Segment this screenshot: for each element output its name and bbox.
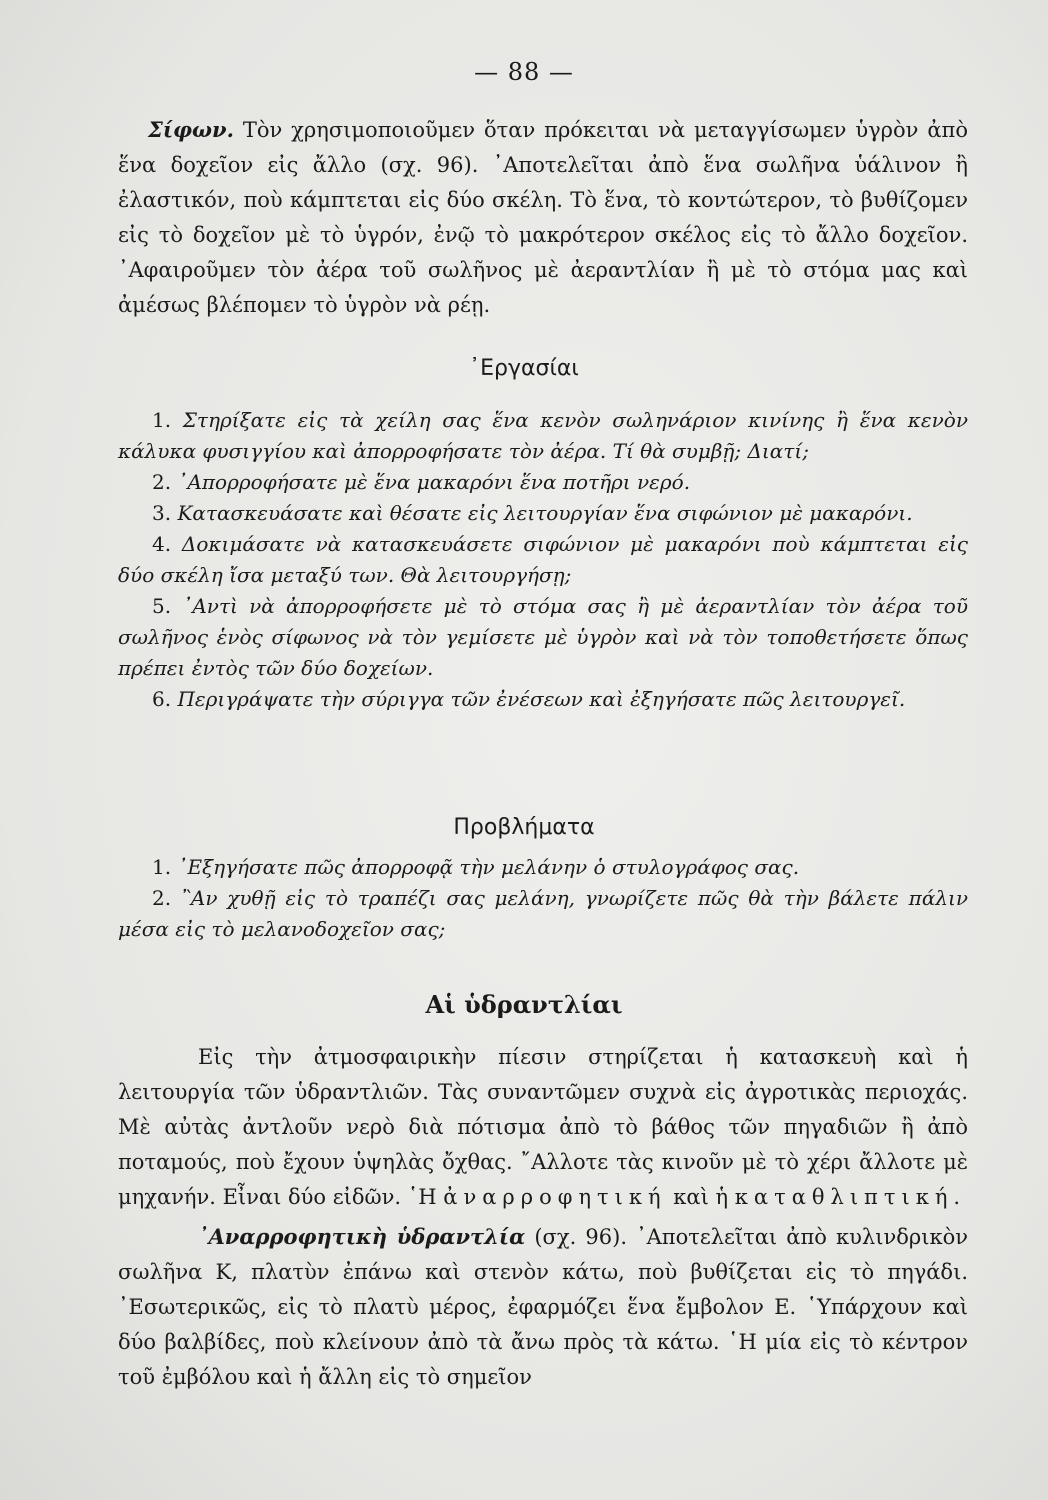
page-number: — 88 — xyxy=(474,58,574,86)
exercise-item: 5. ᾿Αντὶ νὰ ἀπορροφήσετε μὲ τὸ στόμα σας ἢ μὲ ἀεραντλίαν τὸν ἀέρα τοῦ σωλῆνος ἑνὸς σίφωνος νὰ τὸν γεμίσετε μὲ ὑγρὸν καὶ νὰ τὸν τοποθετήσετε ὅπως πρέπει ἐντὸς τῶν δύο δοχείων. xyxy=(118,594,968,680)
siphon-lead: Σίφων. xyxy=(148,117,234,142)
problems-list xyxy=(118,852,968,945)
siphon-text: Τὸν χρησιμοποιοῦμεν ὅταν πρόκειται νὰ μεταγγίσωμεν ὑγρὸν ἀπὸ ἕνα δοχεῖον εἰς ἄλλο (σχ. 96). ᾿Αποτελεῖται ἀπὸ ἕνα σωλῆνα ὑάλινον ἢ ἐλαστικόν, ποὺ κάμπτεται εἰς δύο σκέλη. Τὸ ἕνα, τὸ κοντώτερον, τὸ βυθίζομεν εἰς τὸ δοχεῖον μὲ τὸ ὑγρόν, ἐνῷ τὸ μακρότερον σκέλος εἰς τὸ ἄλλο δοχεῖον. ᾿Αφαιροῦμεν τὸν ἀέρα τοῦ σωλῆνος μὲ ἀεραντλίαν ἢ μὲ τὸ στόμα μας καὶ ἀμέσως βλέπομεν τὸ ὑγρὸν νὰ ρέῃ. xyxy=(118,118,968,317)
problems-heading: Προβλήματα xyxy=(453,815,595,840)
pumps-intro: Εἰς τὴν ἀτμοσφαιρικὴν πίεσιν στηρίζεται ἡ κατασκευὴ καὶ ἡ λειτουργία τῶν ὑδραντλιῶν. Τὰς συναντῶμεν συχνὰ εἰς ἀγροτικὰς περιοχάς. Μὲ αὐτὰς ἀντλοῦν νερὸ διὰ πότισμα ἀπὸ τὸ βάθος τῶν πηγαδιῶν ἢ ἀπὸ ποταμούς, ποὺ ἔχουν ὑψηλὰς ὄχθας. ῎Αλλοτε τὰς κινοῦν μὲ τὸ χέρι ἄλλοτε μὲ μηχανήν. Εἶναι δύο εἰδῶν. xyxy=(118,1045,968,1209)
siphon-section xyxy=(118,112,968,323)
exercise-item: 1. Στηρίξατε εἰς τὰ χείλη σας ἕνα κενὸν σωληνάριον κινίνης ἢ ἕνα κενὸν κάλυκα φυσιγγίου καὶ ἀπορροφήσατε τὸν ἀέρα. Τί θὰ συμβῇ; Διατί; xyxy=(118,408,968,463)
pump-type-force: καταθλιπτική. xyxy=(734,1185,967,1209)
exercise-item: 3. Κατασκευάσατε καὶ θέσατε εἰς λειτουργίαν ἕνα σιφώνιον μὲ μακαρόνι. xyxy=(152,501,913,525)
suction-pump-text: (σχ. 96). ᾿Αποτελεῖται ἀπὸ κυλινδρικὸν σωλῆνα Κ, πλατὺν ἐπάνω καὶ στενὸν κάτω, ποὺ βυθίζεται εἰς τὸ πηγάδι. ᾿Εσωτερικῶς, εἰς τὸ πλατὺ μέρος, ἐφαρμόζει ἕνα ἔμβολον Ε. ῾Υπάρχουν καὶ δύο βαλβίδες, ποὺ κλείνουν ἀπὸ τὰ ἄνω πρὸς τὰ κάτω. ῾Η μία εἰς τὸ κέντρον τοῦ ἐμβόλου καὶ ἡ ἄλλη εἰς τὸ σημεῖον xyxy=(118,1225,968,1389)
exercise-item: 4. Δοκιμάσατε νὰ κατασκευάσετε σιφώνιον μὲ μακαρόνι ποὺ κάμπτεται εἰς δύο σκέλη ἴσα μεταξύ των. Θὰ λειτουργήσῃ; xyxy=(118,532,969,587)
problem-item: 2. ῍Αν χυθῇ εἰς τὸ τραπέζι σας μελάνη, γνωρίζετε πῶς θὰ τὴν βάλετε πάλιν μέσα εἰς τὸ μελανοδοχεῖον σας; xyxy=(118,886,969,941)
exercises-heading: ᾿Εργασίαι xyxy=(469,356,579,381)
exercises-list xyxy=(118,405,968,715)
siphon-paragraph xyxy=(118,112,968,323)
pumps-heading: Αἱ ὑδραντλίαι xyxy=(425,990,623,1019)
exercise-item: 6. Περιγράψατε τὴν σύριγγα τῶν ἐνέσεων καὶ ἐξηγήσατε πῶς λειτουργεῖ. xyxy=(152,687,906,711)
problem-item: 1. ᾿Εξηγήσατε πῶς ἀπορροφᾷ τὴν μελάνην ὁ στυλογράφος σας. xyxy=(152,855,800,879)
suction-pump-paragraph xyxy=(118,1219,968,1395)
pump-type-suction: ἀναρροφητική xyxy=(443,1185,667,1209)
pumps-intro-paragraph: Εἰς τὴν ἀτμοσφαιρικὴν πίεσιν στηρίζεται ἡ κατασκευὴ καὶ ἡ λειτουργία τῶν ὑδραντλιῶν. Τὰς συναντῶμεν συχνὰ εἰς ἀγροτικὰς περιοχάς. Μὲ αὐτὰς ἀντλοῦν νερὸ διὰ πότισμα ἀπὸ τὸ βάθος τῶν πηγαδιῶν ἢ ἀπὸ ποταμούς, ποὺ ἔχουν ὑψηλὰς ὄχθας. ῎Αλλοτε τὰς κινοῦν μὲ τὸ χέρι ἄλλοτε μὲ μηχανήν. Εἶναι δύο εἰδῶν. ῾Η ἀναρροφητική καὶ ἡ καταθλιπτική. xyxy=(118,1045,968,1209)
suction-pump-lead: ᾿Αναρροφητικὴ ὑδραντλία xyxy=(198,1224,526,1249)
pumps-section xyxy=(118,1040,968,1395)
exercise-item: 2. ᾿Απορροφήσατε μὲ ἕνα μακαρόνι ἕνα ποτῆρι νερό. xyxy=(152,470,691,494)
